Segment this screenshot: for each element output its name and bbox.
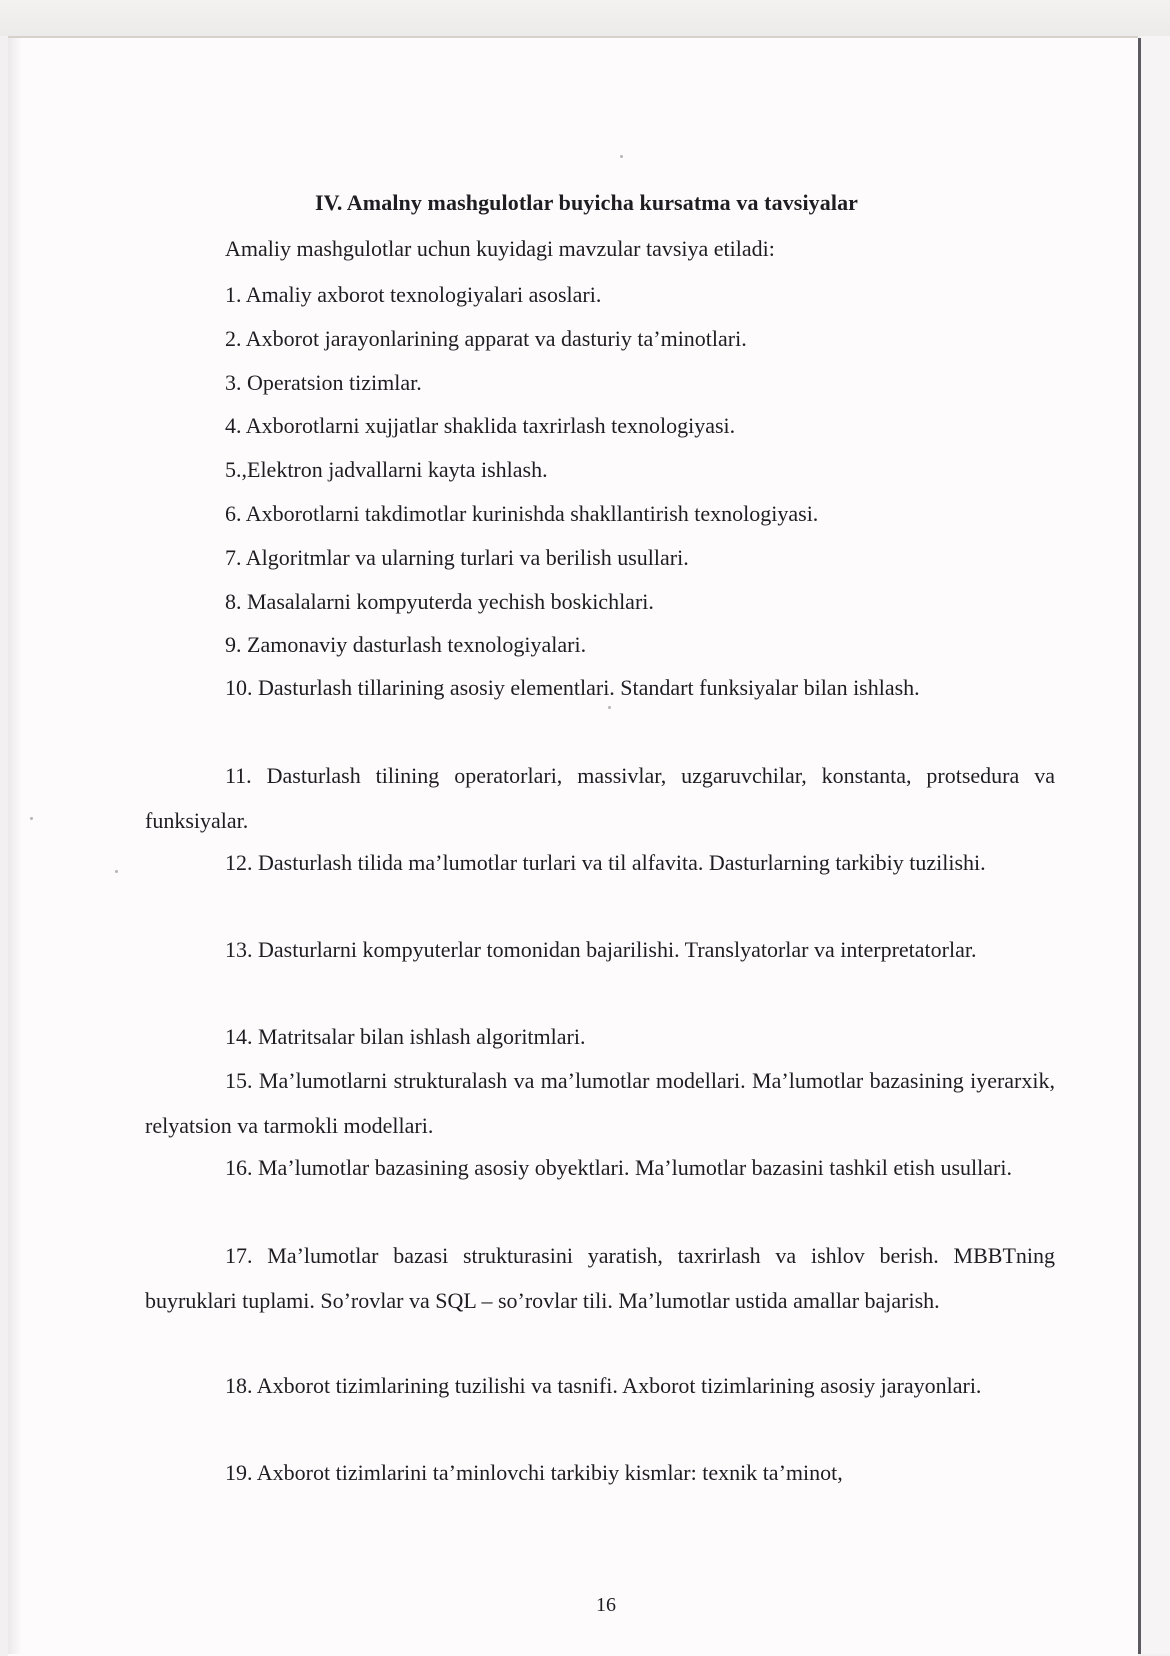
scan-speck (30, 817, 33, 820)
scan-speck (620, 155, 623, 158)
list-item: 8. Masalalarni kompyuterda yechish boskichlari. (225, 589, 654, 614)
list-item: 5.,Elektron jadvallarni kayta ishlash. (225, 457, 548, 482)
list-item: 2. Axborot jarayonlarining apparat va dasturiy ta’minotlari. (225, 326, 747, 351)
list-item: 18. Axborot tizimlarining tuzilishi va tasnifi. Axborot tizimlarining asosiy jarayonlari. (225, 1373, 982, 1398)
intro-text: Amaliy mashgulotlar uchun kuyidagi mavzular tavsiya etiladi: (225, 236, 775, 261)
list-item: 15. Ma’lumotlarni strukturalash va ma’lumotlar modellari. Ma’lumotlar bazasining iyerarxik, relyatsion va tarmokli modellari. (145, 1068, 1055, 1138)
list-item: 6. Axborotlarni takdimotlar kurinishda shakllantirish texnologiyasi. (225, 501, 819, 526)
list-item: 13. Dasturlarni kompyuterlar tomonidan bajarilishi. Translyatorlar va interpretatorlar. (225, 937, 977, 962)
list-item: 14. Matritsalar bilan ishlash algoritmlari. (225, 1024, 586, 1049)
list-item: 17. Ma’lumotlar bazasi strukturasini yaratish, taxrirlash va ishlov berish. MBBTning buyruklari tuplami. So’rovlar va SQL – so’rovlar tili. Ma’lumotlar ustida amallar bajarish. (145, 1243, 1055, 1313)
list-item: 7. Algoritmlar va ularning turlari va berilish usullari. (225, 545, 689, 570)
page-left-shadow (8, 38, 22, 1654)
list-item: 10. Dasturlash tillarining asosiy elementlari. Standart funksiyalar bilan ishlash. (225, 675, 920, 700)
scan-speck (115, 870, 118, 873)
list-item: 9. Zamonaviy dasturlash texnologiyalari. (225, 632, 587, 657)
list-item: 3. Operatsion tizimlar. (225, 370, 422, 395)
list-item: 11. Dasturlash tilining operatorlari, massivlar, uzgaruvchilar, konstanta, protsedura va funksiyalar. (145, 763, 1055, 833)
list-item: 12. Dasturlash tilida ma’lumotlar turlari va til alfavita. Dasturlarning tarkibiy tuzilishi. (225, 850, 986, 875)
scan-right-strip (1141, 36, 1170, 1654)
list-item: 19. Axborot tizimlarini ta’minlovchi tarkibiy kismlar: texnik ta’minot, (225, 1460, 843, 1485)
scan-top-band (0, 0, 1170, 36)
list-item: 1. Amaliy axborot texnologiyalari asoslari. (225, 282, 602, 307)
list-item: 16. Ma’lumotlar bazasining asosiy obyektlari. Ma’lumotlar bazasini tashkil etish usullari. (225, 1155, 1012, 1180)
section-heading: IV. Amalny mashgulotlar buyicha kursatma va tavsiyalar (315, 190, 859, 215)
list-item: 4. Axborotlarni xujjatlar shaklida taxrirlash texnologiyasi. (225, 413, 736, 438)
page-number: 16 (596, 1594, 616, 1616)
